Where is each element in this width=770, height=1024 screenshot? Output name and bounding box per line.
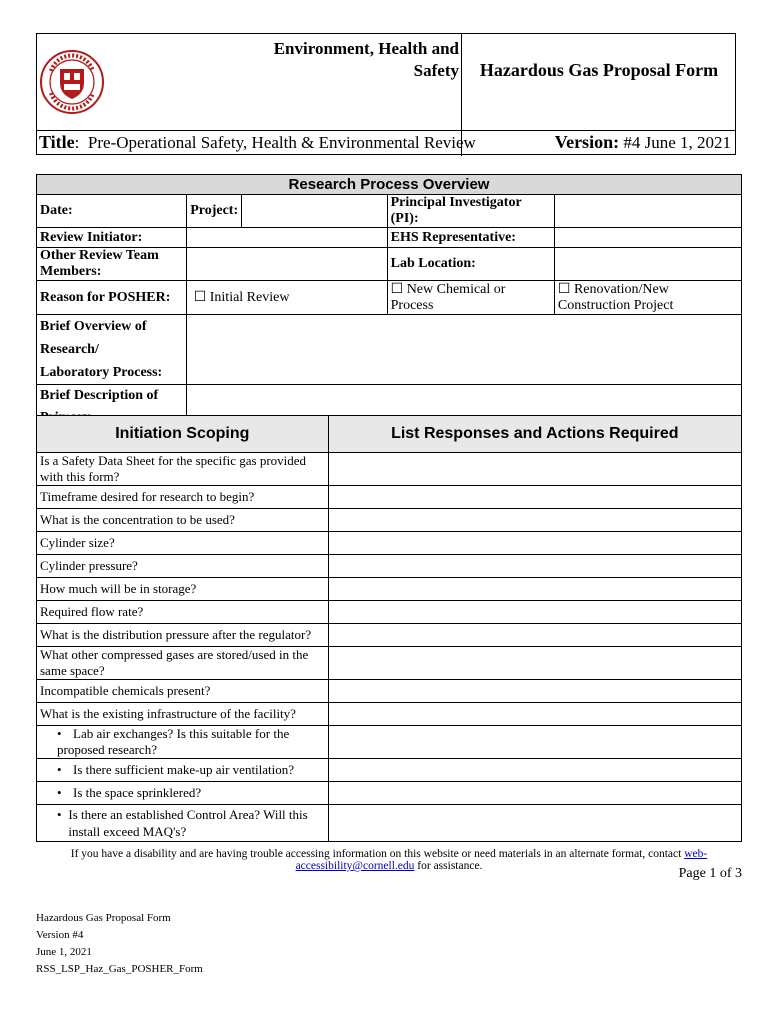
initiator-field[interactable] [187,228,387,248]
document-meta: Hazardous Gas Proposal Form Version #4 June 1, 2021 RSS_LSP_Haz_Gas_POSHER_Form [36,912,203,975]
checkbox-icon[interactable]: ☐ [390,282,404,297]
responses-column-header: List Responses and Actions Required [328,416,741,453]
question-row: What other compressed gases are stored/used in the same space? [37,647,329,680]
response-field[interactable] [328,532,741,555]
overview-field[interactable] [187,315,742,385]
initiation-scoping-table [36,415,742,842]
response-field[interactable] [328,486,741,509]
page-number: Page 1 of 3 [678,866,742,881]
response-field[interactable] [328,509,741,532]
research-overview-table [36,174,742,452]
response-field[interactable] [328,726,741,759]
document-title: Title: Pre-Operational Safety, Health & Environmental Review [39,132,476,152]
response-field[interactable] [328,624,741,647]
question-row: What is the existing infrastructure of the facility? [37,703,329,726]
department-name: Environment, Health and Safety [273,39,459,80]
question-row: Is a Safety Data Sheet for the specific gas provided with this form? [37,453,329,486]
date-label: Date: [37,195,187,228]
bullet-question-row: • Is the space sprinklered? [37,782,329,805]
option-initial-review[interactable]: ☐ Initial Review [187,281,387,315]
response-field[interactable] [328,805,741,842]
project-label: Project: [187,195,242,228]
pi-field[interactable] [554,195,741,228]
response-field[interactable] [328,555,741,578]
lab-label: Lab Location: [387,248,554,281]
overview-label: Brief Overview of Research/ Laboratory Process: [37,315,187,385]
question-row: Timeframe desired for research to begin? [37,486,329,509]
hazards-label: Brief Description of [37,385,187,452]
version-info: Version: #4 June 1, 2021 [554,132,731,152]
checkbox-icon[interactable]: ☐ [557,282,571,297]
response-field[interactable] [328,647,741,680]
bullet-question-row: • Lab air exchanges? Is this suitable for the proposed research? [37,726,329,759]
team-field[interactable] [187,248,387,281]
response-field[interactable] [328,759,741,782]
pi-label: Principal Investigator (PI): [387,195,554,228]
question-row: Cylinder size? [37,532,329,555]
question-row: Required flow rate? [37,601,329,624]
question-row: How much will be in storage? [37,578,329,601]
scoping-column-header: Initiation Scoping [37,416,329,453]
question-row: Incompatible chemicals present? [37,680,329,703]
response-field[interactable] [328,782,741,805]
bullet-question-row: • Is there an established Control Area? Will this install exceed MAQ's? [37,805,329,842]
question-row: What is the concentration to be used? [37,509,329,532]
accessibility-note: If you have a disability and are having trouble accessing information on this website or need materials in an alternate format, contact web-accessibility@cornell.edu for assistance. [70,848,708,872]
checkbox-icon[interactable]: ☐ [193,290,207,305]
accessibility-email-link[interactable]: web-accessibility@cornell.edu [295,848,708,872]
response-field[interactable] [328,578,741,601]
project-field[interactable] [242,195,388,228]
section-heading: Research Process Overview [37,175,742,195]
initiator-label: Review Initiator: [37,228,187,248]
form-header [36,33,736,155]
reason-label: Reason for POSHER: [37,281,187,315]
ehs-label: EHS Representative: [387,228,554,248]
ehs-field[interactable] [554,228,741,248]
form-title: Hazardous Gas Proposal Form [479,60,719,80]
question-row: Cylinder pressure? [37,555,329,578]
response-field[interactable] [328,703,741,726]
response-field[interactable] [328,680,741,703]
cornell-seal-logo [39,35,105,129]
bullet-question-row: • Is there sufficient make-up air ventilation? [37,759,329,782]
team-label: Other Review Team Members: [37,248,187,281]
response-field[interactable] [328,601,741,624]
option-renovation[interactable]: ☐ Renovation/New Construction Project [554,281,741,315]
lab-field[interactable] [554,248,741,281]
option-new-chemical[interactable]: ☐ New Chemical or Process [387,281,554,315]
response-field[interactable] [328,453,741,486]
question-row: What is the distribution pressure after the regulator? [37,624,329,647]
